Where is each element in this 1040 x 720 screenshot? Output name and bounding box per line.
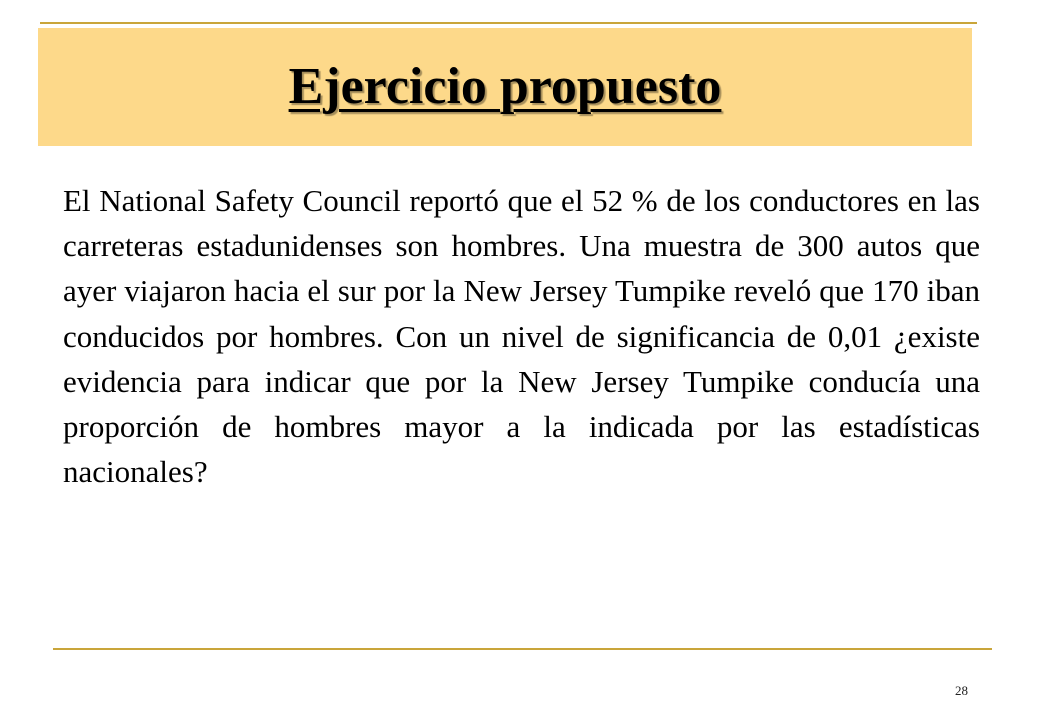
exercise-statement: El National Safety Council reportó que el 52 % de los conductores en las carreteras estadunidenses son hombres. Una muestra de 300 autos que ayer viajaron hacia el sur por la New Jersey Tumpike reveló que 170 iban conducidos por hombres. Con un nivel de significancia de 0,01 ¿existe evidencia para indicar que por la New Jersey Tumpike conducía una proporción de hombres mayor a la indicada por las estadísticas nacionales? — [63, 183, 980, 490]
page-number: 28 — [955, 683, 968, 698]
top-divider-line — [40, 22, 977, 24]
bottom-divider-line — [53, 648, 992, 650]
slide-title: Ejercicio propuesto — [288, 58, 722, 115]
